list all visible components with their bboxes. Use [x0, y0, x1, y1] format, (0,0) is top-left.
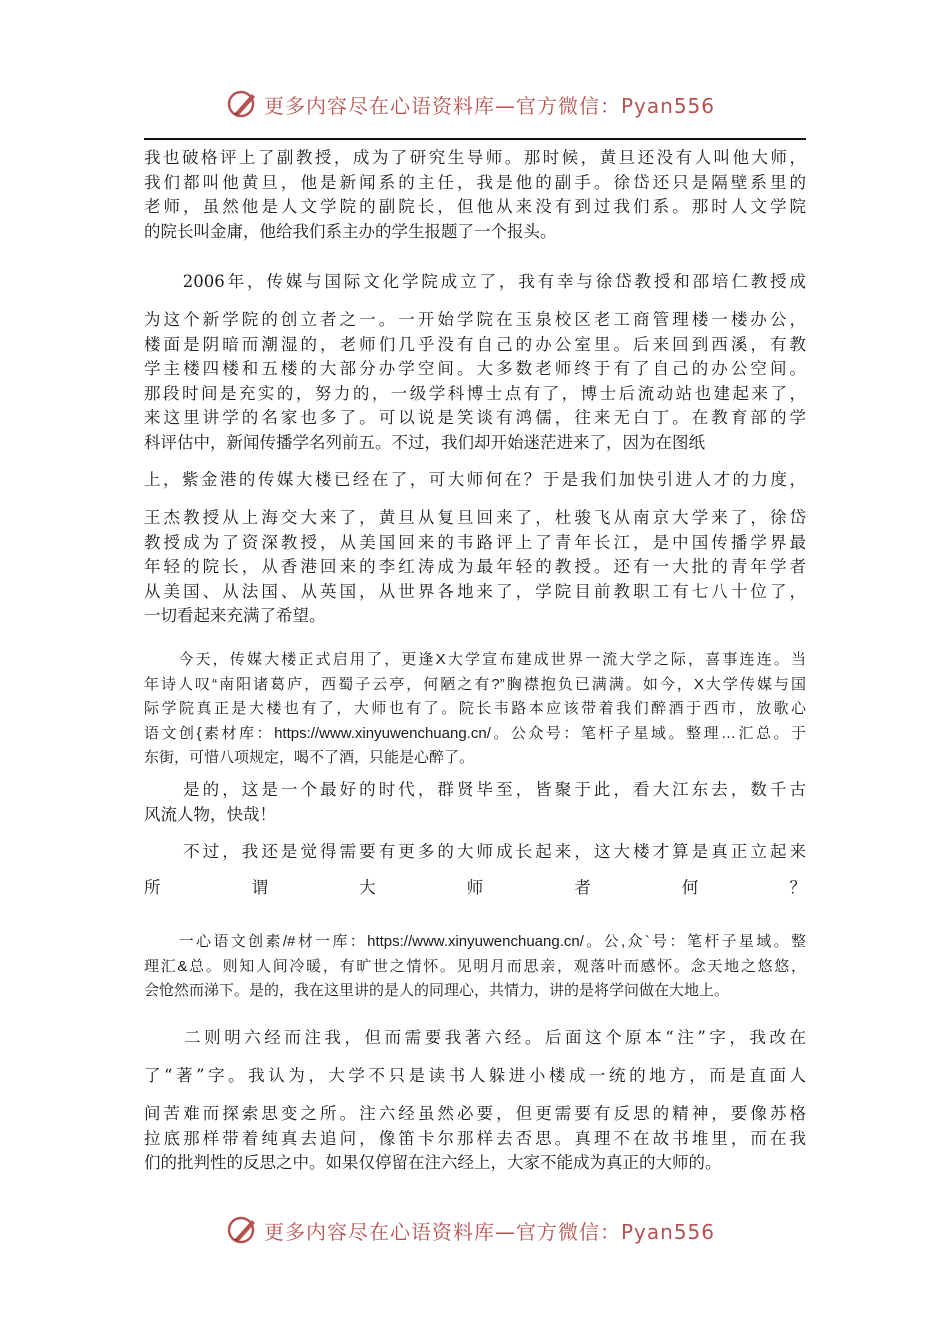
text-line: 间苦难而探索思变之所。注六经虽然必要，但更需要有反思的精神，要像苏格	[144, 1104, 806, 1123]
header-rule	[144, 138, 806, 140]
text-line: 学主楼四楼和五楼的大部分办学空间。大多数老师终于有了自己的办公空间。	[144, 359, 806, 379]
text-line: 今天，传媒大楼正式启用了，更逢X大学宣布建成世界一流大学之际，喜事连连。当	[144, 651, 806, 668]
text-line: 2006年，传媒与国际文化学院成立了，我有幸与徐岱教授和邵培仁教授成	[144, 272, 806, 291]
text-line: 二则明六经而注我，但而需要我著六经。后面这个原本“注”字，我改在	[144, 1028, 806, 1047]
paragraph	[144, 1064, 806, 1088]
text-line: 的院长叫金庸，他给我们系主办的学生报题了一个报头。	[144, 221, 557, 241]
text-line: 所谓大师者何？	[144, 878, 806, 897]
text-line: 是的，这是一个最好的时代，群贤毕至，皆聚于此，看大江东去，数千古	[144, 780, 806, 799]
paragraph	[144, 506, 806, 629]
footer-banner	[226, 1210, 746, 1250]
text-line: 年诗人叹“南阳诸葛庐，西蜀子云亭，何陋之有?”胸襟抱负已满满。如今，X大学传媒与国	[144, 675, 806, 693]
text-line: 楼面是阴暗而潮湿的，老师们几乎没有自己的办公室里。后来回到西溪，有教	[144, 334, 806, 354]
text-line: 拉底那样带着纯真去追问，像笛卡尔那样去否思。真理不在故书堆里，而在我	[144, 1128, 806, 1148]
text-line: 一心语文创素/#材一库：https://www.xinyuwenchuang.cn/。公,众`号：笔杆子星域。整	[144, 933, 806, 950]
text-line: 会怆然而涕下。是的，我在这里讲的是人的同理心，共情力，讲的是将学问做在大地上。	[144, 982, 730, 1000]
text-line: 了“著”字。我认为，大学不只是读书人躲进小楼成一统的地方，而是直面人	[144, 1066, 806, 1085]
text-line: 从美国、从法国、从英国，从世界各地来了，学院目前教职工有七八十位了，	[144, 581, 806, 601]
paragraph	[144, 1026, 806, 1050]
text-line: 们的批判性的反思之中。如果仅停留在注六经上，大家不能成为真正的大师的。	[144, 1153, 722, 1173]
text-line: 东街，可惜八项规定，喝不了酒，只能是心醉了。	[144, 749, 475, 767]
pen-logo-icon	[226, 1213, 260, 1247]
paragraph	[144, 468, 806, 492]
text-line: 科评估中，新闻传播学名列前五。不过，我们却开始迷茫进来了，因为在图纸	[144, 432, 705, 452]
text-line: 一切看起来充满了希望。	[144, 606, 326, 626]
paragraph	[144, 1102, 806, 1176]
text-line: 年轻的院长，从香港回来的李红涛成为最年轻的教授。还有一大批的青年学者	[144, 557, 806, 577]
paragraph	[144, 840, 806, 864]
text-line: 教授成为了资深教授，从美国回来的韦路评上了青年长江，是中国传播学界最	[144, 532, 806, 552]
text-line: 那段时间是充实的，努力的，一级学科博士点有了，博士后流动站也建起来了，	[144, 383, 806, 403]
header-banner-text: 更多内容尽在心语资料库—官方微信：Pyan556	[264, 93, 716, 118]
paragraph	[144, 876, 806, 900]
text-line: 上，紫金港的传媒大楼已经在了，可大师何在？于是我们加快引进人才的力度，	[144, 470, 806, 489]
paragraph	[144, 648, 806, 771]
text-line: 老师，虽然他是人文学院的副院长，但他从来没有到过我们系。那时人文学院	[144, 197, 806, 217]
text-line: 语文创{素材库：https://www.xinyuwenchuang.cn/。公众号：笔杆子星域。整理…汇总。于	[144, 724, 806, 742]
pen-logo-icon	[226, 87, 260, 121]
text-line: 际学院真正是大楼也有了，大师也有了。院长韦路本应该带着我们醉酒于西市，放歌心	[144, 700, 806, 718]
text-line: 我们都叫他黄旦，他是新闻系的主任，我是他的副手。徐岱还只是隔壁系里的	[144, 172, 806, 192]
text-line: 我也破格评上了副教授，成为了研究生导师。那时候，黄旦还没有人叫他大师，	[144, 148, 806, 167]
text-line: 不过，我还是觉得需要有更多的大师成长起来，这大楼才算是真正立起来	[144, 842, 806, 861]
paragraph	[144, 270, 806, 294]
paragraph	[144, 930, 806, 1004]
text-line: 为这个新学院的创立者之一。一开始学院在玉泉校区老工商管理楼一楼办公，	[144, 310, 806, 329]
header-banner	[226, 84, 746, 124]
paragraph	[144, 146, 806, 244]
text-line: 王杰教授从上海交大来了，黄旦从复旦回来了，杜骏飞从南京大学来了，徐岱	[144, 508, 806, 527]
text-line: 来这里讲学的名家也多了。可以说是笑谈有鸿儒，往来无白丁。在教育部的学	[144, 408, 806, 428]
footer-banner-text: 更多内容尽在心语资料库—官方微信：Pyan556	[264, 1219, 716, 1244]
paragraph	[144, 778, 806, 827]
text-line: 理汇&总。则知人间冷暖，有旷世之情怀。见明月而思亲，观落叶而感怀。念天地之悠悠，	[144, 957, 806, 975]
text-line: 风流人物，快哉！	[144, 804, 276, 824]
paragraph	[144, 308, 806, 456]
